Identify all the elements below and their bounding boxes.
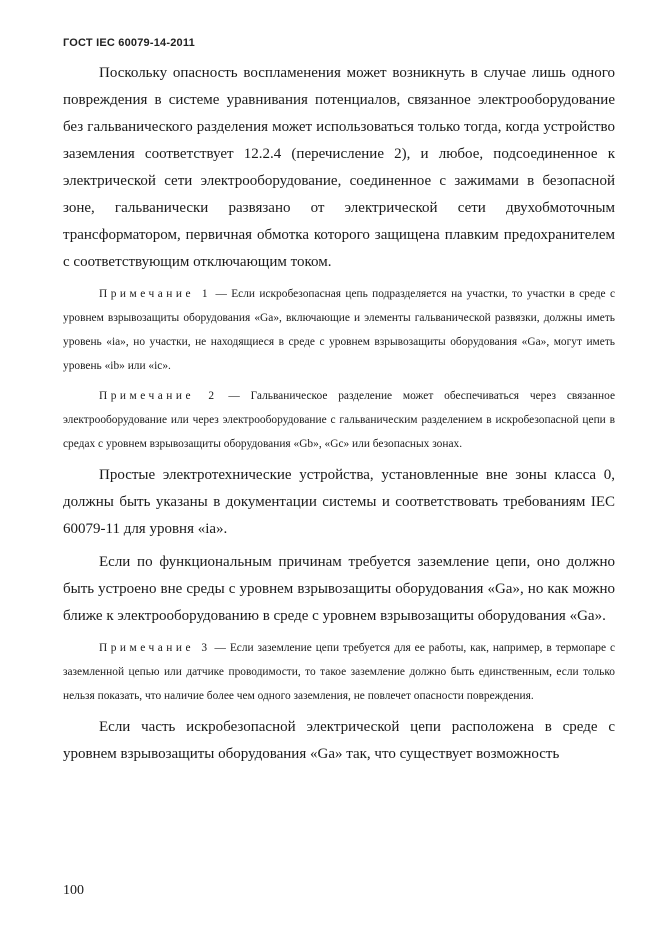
paragraph-4: Если часть искробезопасной электрической цепи расположена в среде с уровнем взрывозащиты оборудования «Ga» так, что существует возможность xyxy=(63,719,615,762)
note-1-text: Если искробезопасная цепь подразделяется на участки, то участки в среде с уровнем взрывозащиты оборудования «Ga», включающие и элементы гальванической развязки, должны иметь уровень «ia», но участки, не находящиеся в среде с уровнем взрывозащиты оборудования «Ga», могут иметь уровень «ib» или «ic». xyxy=(63,288,615,372)
note-2 xyxy=(63,384,615,456)
note-1-dash: — xyxy=(211,288,232,300)
paragraph-1: Поскольку опасность воспламенения может возникнуть в случае лишь одного повреждения в системе уравнивания потенциалов, связанное электрооборудование без гальванического разделения может использоваться только тогда, когда устройство заземления соответствует 12.2.4 (перечисление 2), и любое, подсоединенное к электрической сети электрооборудование, соединенное с зажимами в безопасной зоне, гальванически развязано от электрической сети двухобмоточным трансформатором, первичная обмотка которого защищена плавким предохранителем с соответствующим отключающим током. xyxy=(63,65,615,270)
page-number: 100 xyxy=(63,883,84,898)
note-1 xyxy=(63,282,615,378)
note-2-dash: — xyxy=(217,390,251,402)
paragraph-3: Если по функциональным причинам требуется заземление цепи, оно должно быть устроено вне среды с уровнем взрывозащиты оборудования «Ga», но как можно ближе к электрооборудованию в среде с уровнем взрывозащиты оборудования «Ga». xyxy=(63,554,615,624)
page-body xyxy=(63,60,615,774)
note-3 xyxy=(63,636,615,708)
note-1-label: Примечание 1 xyxy=(99,288,212,300)
note-2-label: Примечание 2 xyxy=(99,390,218,402)
paragraph-2: Простые электротехнические устройства, установленные вне зоны класса 0, должны быть указаны в документации системы и соответствовать требованиям IEC 60079-11 для уровня «ia». xyxy=(63,467,615,537)
note-3-dash: — xyxy=(210,642,230,654)
document-code-header: ГОСТ IEC 60079-14-2011 xyxy=(63,37,195,49)
note-3-label: Примечание 3 xyxy=(99,642,211,654)
note-2-text: Гальваническое разделение может обеспечиваться через связанное электрооборудование или через электрооборудование с гальваническим разделением в искробезопасной цепи в средах с уровнем взрывозащиты оборудования «Gb», «Gc» или безопасных зонах. xyxy=(63,390,615,450)
note-3-text: Если заземление цепи требуется для ее работы, как, например, в термопаре с заземленной цепью или датчике проводимости, то такое заземление должно быть единственным, если только нельзя показать, что наличие более чем одного заземления, не повлечет опасности повреждения. xyxy=(63,642,616,702)
